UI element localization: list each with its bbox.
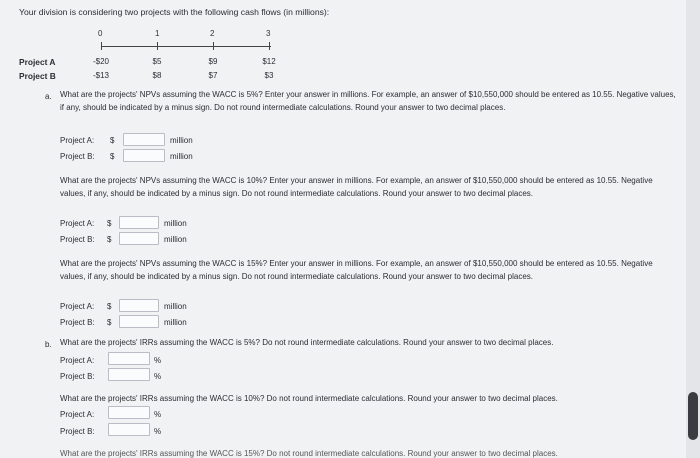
question-npv-5: What are the projects' NPVs assuming the WACC is 5%? Enter your answer in millions. For example, an answer of $10,550,000 should be entered as 10.55. Negative values, if any, should be indicated by a minus sign. Do not round intermediate calculations. Round your answer to two decimal places. bbox=[60, 90, 676, 112]
npv15-project-a-input[interactable] bbox=[119, 299, 159, 312]
dollar-sign: $ bbox=[107, 318, 112, 327]
project-a-label: Project A bbox=[19, 57, 56, 67]
unit-percent: % bbox=[154, 427, 162, 436]
period-3: 3 bbox=[266, 29, 271, 38]
question-irr-10: What are the projects' IRRs assuming the WACC is 10%? Do not round intermediate calculations. Round your answer to two decimal places. bbox=[60, 394, 558, 403]
timeline-line bbox=[101, 46, 271, 47]
unit-million: million bbox=[164, 219, 187, 228]
part-a-marker: a. bbox=[45, 92, 52, 101]
irr10-project-b-label: Project B: bbox=[60, 427, 95, 436]
scrollbar-track[interactable] bbox=[686, 0, 700, 458]
timeline-tick bbox=[157, 42, 158, 50]
question-irr-5: What are the projects' IRRs assuming the WACC is 5%? Do not round intermediate calculations. Round your answer to two decimal places. bbox=[60, 338, 554, 347]
cashflow-a-1: $5 bbox=[152, 57, 162, 66]
cashflow-b-2: $7 bbox=[208, 71, 218, 80]
cashflow-a-3: $12 bbox=[262, 57, 276, 66]
dollar-sign: $ bbox=[110, 136, 115, 145]
period-0: 0 bbox=[98, 29, 103, 38]
scrollbar-thumb[interactable] bbox=[688, 392, 698, 440]
irr10-project-a-input[interactable] bbox=[108, 406, 150, 419]
npv5-project-a-label: Project A: bbox=[60, 136, 95, 145]
timeline-tick bbox=[101, 42, 102, 50]
irr5-project-b-label: Project B: bbox=[60, 372, 95, 381]
npv15-project-b-input[interactable] bbox=[119, 315, 159, 328]
unit-million: million bbox=[164, 302, 187, 311]
unit-million: million bbox=[170, 152, 193, 161]
dollar-sign: $ bbox=[107, 219, 112, 228]
unit-million: million bbox=[164, 235, 187, 244]
unit-million: million bbox=[164, 318, 187, 327]
intro-text: Your division is considering two projects with the following cash flows (in millions): bbox=[19, 7, 330, 17]
period-1: 1 bbox=[155, 29, 160, 38]
cashflow-a-0: -$20 bbox=[92, 57, 109, 66]
part-b-marker: b. bbox=[45, 340, 52, 349]
npv15-project-b-label: Project B: bbox=[60, 318, 95, 327]
dollar-sign: $ bbox=[107, 302, 112, 311]
cashflow-b-1: $8 bbox=[152, 71, 162, 80]
npv10-project-a-label: Project A: bbox=[60, 219, 95, 228]
period-2: 2 bbox=[210, 29, 215, 38]
irr5-project-a-label: Project A: bbox=[60, 356, 95, 365]
unit-million: million bbox=[170, 136, 193, 145]
npv15-project-a-label: Project A: bbox=[60, 302, 95, 311]
unit-percent: % bbox=[154, 372, 162, 381]
timeline-tick bbox=[269, 42, 270, 50]
npv5-project-b-input[interactable] bbox=[123, 149, 165, 162]
dollar-sign: $ bbox=[110, 152, 115, 161]
question-npv-10: What are the projects' NPVs assuming the WACC is 10%? Enter your answer in millions. For example, an answer of $10,550,000 should be entered as 10.55. Negative values, if any, should be indicated by a minus sign. Do not round intermediate calculations. Round your answer to two decimal places. bbox=[60, 176, 653, 198]
question-npv-15: What are the projects' NPVs assuming the WACC is 15%? Enter your answer in millions. For example, an answer of $10,550,000 should be entered as 10.55. Negative values, if any, should be indicated by a minus sign. Do not round intermediate calculations. Round your answer to two decimal places. bbox=[60, 259, 653, 281]
cashflow-a-2: $9 bbox=[208, 57, 218, 66]
irr5-project-b-input[interactable] bbox=[108, 368, 150, 381]
project-b-label: Project B bbox=[19, 71, 56, 81]
timeline-tick bbox=[213, 42, 214, 50]
npv10-project-a-input[interactable] bbox=[119, 216, 159, 229]
npv10-project-b-label: Project B: bbox=[60, 235, 95, 244]
cashflow-b-3: $3 bbox=[264, 71, 274, 80]
npv5-project-a-input[interactable] bbox=[123, 133, 165, 146]
dollar-sign: $ bbox=[107, 235, 112, 244]
cashflow-b-0: -$13 bbox=[92, 71, 109, 80]
question-irr-15-cutoff: What are the projects' IRRs assuming the WACC is 15%? Do not round intermediate calculations. Round your answer to two decimal places. bbox=[60, 449, 558, 458]
unit-percent: % bbox=[154, 356, 162, 365]
npv10-project-b-input[interactable] bbox=[119, 232, 159, 245]
npv5-project-b-label: Project B: bbox=[60, 152, 95, 161]
irr10-project-b-input[interactable] bbox=[108, 423, 150, 436]
unit-percent: % bbox=[154, 410, 162, 419]
irr5-project-a-input[interactable] bbox=[108, 352, 150, 365]
irr10-project-a-label: Project A: bbox=[60, 410, 95, 419]
